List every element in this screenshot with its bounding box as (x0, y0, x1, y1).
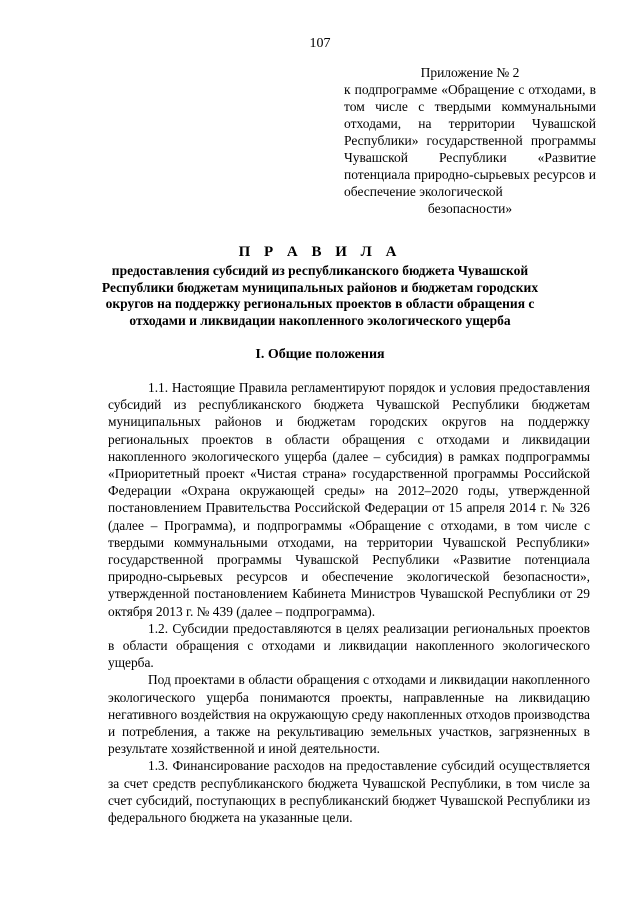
paragraph-1-3: 1.3. Финансирование расходов на предоставление субсидий осуществляется за счет средств республиканского бюджета Чувашской Республики, в том числе за счет субсидий, поступающих в республиканский бюджет Чувашской Республики из федерального бюджета на указанные цели. (108, 758, 590, 826)
appendix-block (344, 64, 596, 217)
appendix-title: Приложение № 2 (420, 65, 520, 80)
paragraph-1-1: 1.1. Настоящие Правила регламентируют порядок и условия предоставления субсидий из республиканского бюджета Чувашской Республики бюджетам муниципальных районов и бюджетам городских округов на поддержку региональных проектов в области обращения с отходами и ликвидации накопленного экологического ущерба (далее – субсидия) в рамках подпрограммы «Приоритетный проект «Чистая страна» государственной программы Российской Федерации «Охрана окружающей среды» на 2012–2020 годы, утвержденной постановлением Правительства Российской Федерации от 15 апреля 2014 г. № 326 (далее – Программа), и подпрограммы «Обращение с отходами, в том числе с твердыми коммунальными отходами, на территории Чувашской Республики» государственной программы Чувашской Республики «Развитие потенциала природно-сырьевых ресурсов и обеспечение экологической безопасности», утвержденной постановлением Кабинета Министров Чувашской Республики от 29 октября 2013 г. № 439 (далее – подпрограмма). (108, 380, 590, 619)
page-number: 107 (309, 36, 331, 51)
document-subtitle: предоставления субсидий из республиканского бюджета Чувашской Республики бюджетам муниципальных районов и бюджетам городских округов на поддержку региональных проектов в области обращения с отходами и ликвидации накопленного экологического ущерба (101, 263, 539, 328)
paragraph-projects-definition: Под проектами в области обращения с отходами и ликвидации накопленного экологического ущерба понимаются проекты, направленные на ликвидацию негативного воздействия на окружающую среду накопленных отходов производства и потребления, а также на рекультивацию земельных участков, загрязненных в результате хозяйственной и иной деятельности. (108, 672, 590, 757)
paragraph-1-2: 1.2. Субсидии предоставляются в целях реализации региональных проектов в области обращения с отходами и ликвидации накопленного экологического ущерба. (108, 620, 590, 671)
appendix-last-line: безопасности» (427, 201, 513, 216)
document-title: П Р А В И Л А (238, 244, 402, 260)
appendix-text: к подпрограмме «Обращение с отходами, в том числе с твердыми коммунальными отходами, на территории Чувашской Республики» государственной программы Чувашской Республики «Развитие потенциала природно-сырьевых ресурсов и обеспечение экологической (344, 82, 596, 199)
section-body (108, 379, 590, 826)
section-heading: I. Общие положения (255, 347, 385, 362)
